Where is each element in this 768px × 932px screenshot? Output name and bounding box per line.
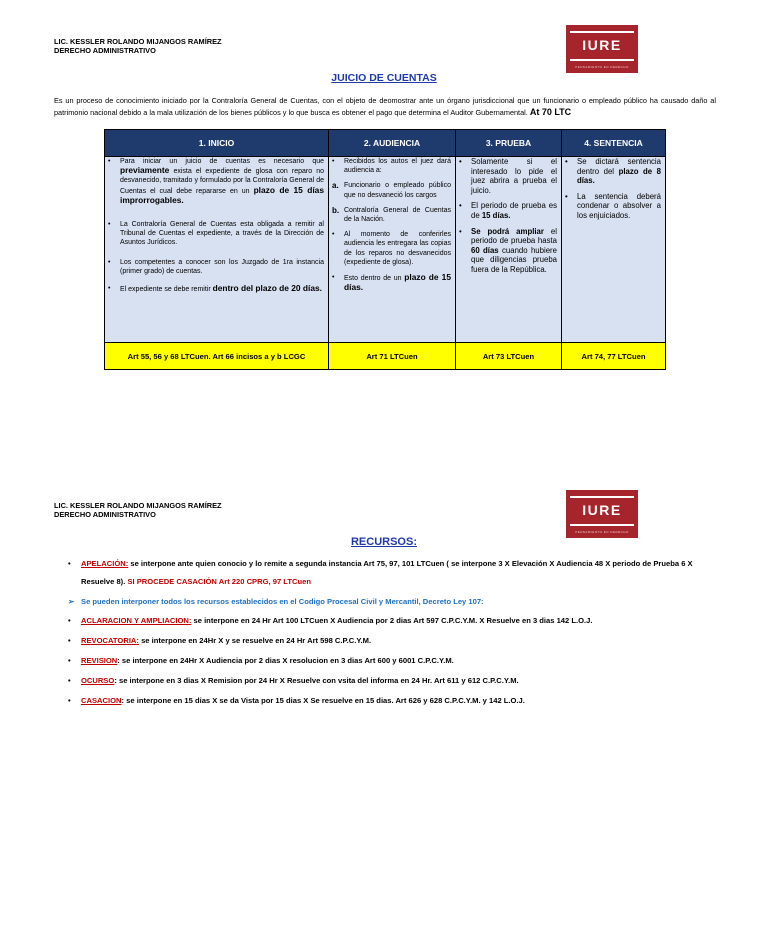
list-item: • Solamente si el interesado lo pide el juez abrira a prueba el juicio. <box>459 157 557 195</box>
note-text: Se pueden interponer todos los recursos establecidos en el Codigo Procesal Civil y Mercantil, Decreto Ley 107: <box>81 597 484 606</box>
stages-table <box>104 129 666 370</box>
logo-text: IURE <box>582 502 622 518</box>
audiencia-b3-plazo: plazo de 15 días. <box>344 272 451 293</box>
recursos-note <box>68 593 728 611</box>
inicio-b1-text2: exista el expediente de glosa con reparo no desvanecido, tramitado y formulado por la Contraloría General de Cuentas el cual debe repararse en un <box>120 168 324 195</box>
list-item: • Se podrá ampliar el periodo de prueba hasta 60 días cuando hubiere que diligencias prueba fuera de la República. <box>459 226 557 274</box>
prueba-b3-dias: 60 días <box>471 245 499 255</box>
casacion-text: : se interpone en 15 dias X se da Vista por 15 dias X Se resuelve en 15 dias. Art 626 y 628 C.P.C.Y.M. y 142 L.O.J. <box>121 696 525 705</box>
footer-inicio: Art 55, 56 y 68 LTCuen. Art 66 incisos a y b LCGC <box>105 343 329 370</box>
sentencia-b1-text: Se dictará sentencia dentro del <box>577 157 661 176</box>
list-item: • El expediente se debe remitir dentro del plazo de 20 días. <box>108 283 322 294</box>
prueba-b1-text: Solamente si el interesado lo pide el juez abrira a prueba el juicio. <box>471 157 557 195</box>
logo-subtext: PENSAMIENTO EN DERECHO <box>575 65 629 69</box>
cell-audiencia <box>329 157 456 343</box>
apelacion-label: APELACIÓN: <box>81 559 129 568</box>
footer-prueba: Art 73 LTCuen <box>456 343 562 370</box>
list-item: • Se dictará sentencia dentro del plazo de 8 días. <box>565 157 661 186</box>
inicio-b1-plazo: plazo de 15 días improrrogables. <box>120 184 324 205</box>
apelacion-text: se interpone ante quien conocio y lo remite a segunda instancia Art 75, 97, 101 LTCuen ( se interpone 3 X Elevación X Audiencia 48 X periodo de Prueba 6 X Resuelve 8). <box>81 559 693 586</box>
inicio-b3-text: Los competentes a conocer son los Juzgado de 1ra instancia (primer grado) de cuentas. <box>120 258 324 275</box>
recurso-ocurso: • OCURSO: se interpone en 3 dias X Remision por 24 Hr X Resuelve con vsita del informa en 24 Hr. Art 611 y 612 C.P.C.Y.M. <box>68 676 519 685</box>
audiencia-b3-text: Esto dentro de un <box>344 275 405 283</box>
cell-inicio <box>105 157 329 343</box>
prueba-b2-text: El periodo de prueba es de <box>471 201 557 220</box>
author-name: LIC. KESSLER ROLANDO MIJANGOS RAMÍREZ <box>54 37 222 46</box>
prueba-b3-emph: Se podrá ampliar <box>471 226 544 236</box>
header-prueba: 3. PRUEBA <box>456 130 562 157</box>
table-body-row <box>105 157 666 343</box>
audiencia-b-label: b. <box>332 205 340 215</box>
list-item <box>329 206 455 224</box>
logo-subtext: PENSAMIENTO EN DERECHO <box>575 530 629 534</box>
footer-sentencia: Art 74, 77 LTCuen <box>562 343 666 370</box>
aclaracion-label: ACLARACION Y AMPLIACION: <box>81 616 192 625</box>
recurso-casacion: • CASACION: se interpone en 15 dias X se da Vista por 15 dias X Se resuelve en 15 dias. Art 626 y 628 C.P.C.Y.M. y 142 L.O.J. <box>68 696 525 705</box>
list-item: • La sentencia deberá condenar o absolver a los enjuiciados. <box>565 191 661 220</box>
aclaracion-text: se interpone en 24 Hr Art 100 LTCuen X Audiencia por 2 dias Art 597 C.P.C.Y.M. X Resuelve en 3 dias 142 L.O.J. <box>191 616 593 625</box>
list-item: • Los competentes a conocer son los Juzgado de 1ra instancia (primer grado) de cuentas. <box>108 258 324 275</box>
revocatoria-text: se interpone en 24Hr X y se resuelve en 24 Hr Art 598 C.P.C.Y.M. <box>138 636 372 645</box>
casacion-label: CASACION <box>81 696 122 705</box>
intro-text: Es un proceso de conocimiento iniciado por la Contraloría General de Cuentas, con el objeto de deomostrar ante un órgano jurisdiccional que un funcionario o empleado público ha causado daño al patrimonio nacional debido a la mala utilización de los bienes públicos y lo que busca es obtener el pago que determina el Auditor Gubernamental. <box>54 96 716 117</box>
list-item: • Para iniciar un juicio de cuentas es necesario que previamente exista el expediente de glosa con reparo no desvanecido, tramitado y formulado por la Contraloría General de Cuentas el cual debe repararse en un plazo de 15 días improrrogables. <box>108 158 324 205</box>
header-sentencia: 4. SENTENCIA <box>562 130 666 157</box>
cell-sentencia <box>562 157 666 343</box>
section-title-juicio: JUICIO DE CUENTAS <box>331 72 437 84</box>
footer-audiencia: Art 71 LTCuen <box>329 343 456 370</box>
intro-paragraph <box>54 96 716 118</box>
audiencia-a-text: Funcionario o empleado público que no desvaneció los cargos <box>344 182 451 199</box>
audiencia-b2-text: Al momento de conferirles audiencia les entregara las copias de los reparos no desvanecidos (expediente de glosa). <box>344 231 451 266</box>
revocatoria-label: REVOCATORIA: <box>81 636 139 645</box>
section-title-recursos: RECURSOS: <box>350 536 417 548</box>
audiencia-b-text: Contraloría General de Cuentas de la Nación. <box>344 206 451 224</box>
iure-logo-2 <box>566 490 638 538</box>
sentencia-b1-plazo: plazo de 8 días. <box>577 166 661 186</box>
course-name: DERECHO ADMINISTRATIVO <box>54 510 156 519</box>
list-item: • Esto dentro de un plazo de 15 días. <box>332 272 451 293</box>
audiencia-b1-text: Recibidos los autos el juez dará audiencia a: <box>344 158 451 175</box>
arrow-icon: ➢ <box>68 597 75 606</box>
prueba-b3-text2: cuando hubiere que diligencias prueba fuera de la República. <box>471 245 557 274</box>
author-block-2 <box>54 501 222 519</box>
revision-label: REVISION <box>81 656 118 665</box>
prueba-b3-text: el periodo de prueba hasta <box>471 226 557 246</box>
ocurso-label: OCURSO <box>81 676 115 685</box>
inicio-b4-plazo: dentro del plazo de 20 días. <box>212 283 322 294</box>
iure-logo <box>566 25 638 73</box>
logo-text: IURE <box>582 37 622 53</box>
apelacion-extra: SI PROCEDE CASACIÓN Art 220 CPRG, 97 LTCuen <box>125 577 311 586</box>
table-header-row <box>105 130 666 157</box>
author-block <box>54 37 222 55</box>
author-name: LIC. KESSLER ROLANDO MIJANGOS RAMÍREZ <box>54 501 222 510</box>
list-item: • La Contraloría General de Cuentas esta obligada a remitir al Tribunal de Cuentas el expediente, a través de la Dirección de Asuntos Jurídicos. <box>108 221 324 247</box>
recurso-revocatoria: • REVOCATORIA: se interpone en 24Hr X y se resuelve en 24 Hr Art 598 C.P.C.Y.M. <box>68 636 372 645</box>
sentencia-b2-text: La sentencia deberá condenar o absolver a los enjuiciados. <box>577 191 661 220</box>
list-item: • Al momento de conferirles audiencia les entregara las copias de los reparos no desvanecidos (expediente de glosa). <box>332 231 451 266</box>
prueba-b2-plazo: 15 días. <box>481 210 511 220</box>
inicio-b4-text: El expediente se debe remitir <box>120 286 213 294</box>
inicio-b1-emph: previamente <box>120 165 170 176</box>
list-item <box>329 181 455 199</box>
table-footer-row <box>105 343 666 370</box>
inicio-b1-text: Para iniciar un juicio de cuentas es necesario que <box>120 158 324 165</box>
header-audiencia: 2. AUDIENCIA <box>329 130 456 157</box>
recurso-aclaracion: • ACLARACION Y AMPLIACION: se interpone en 24 Hr Art 100 LTCuen X Audiencia por 2 dias Art 597 C.P.C.Y.M. X Resuelve en 3 dias 142 L.O.J. <box>68 616 593 625</box>
ocurso-text: : se interpone en 3 dias X Remision por 24 Hr X Resuelve con vsita del informa en 24 Hr. Art 611 y 612 C.P.C.Y.M. <box>114 676 519 685</box>
intro-ref: At 70 LTC <box>529 106 572 117</box>
revision-text: : se interpone en 24Hr X Audiencia por 2 dias X resolucion en 3 dias Art 600 y 6001 C.P.C.Y.M. <box>117 656 454 665</box>
audiencia-a-label: a. <box>332 181 339 191</box>
inicio-b2-text: La Contraloría General de Cuentas esta obligada a remitir al Tribunal de Cuentas el expediente, a través de la Dirección de Asuntos Jurídicos. <box>120 221 324 247</box>
list-item: • Recibidos los autos el juez dará audiencia a: <box>332 158 451 175</box>
list-item: • El periodo de prueba es de 15 días. <box>459 201 557 220</box>
recurso-revision: • REVISION: se interpone en 24Hr X Audiencia por 2 dias X resolucion en 3 dias Art 600 y 6001 C.P.C.Y.M. <box>68 656 454 665</box>
course-name: DERECHO ADMINISTRATIVO <box>54 46 156 55</box>
recurso-apelacion: • APELACIÓN: se interpone ante quien conocio y lo remite a segunda instancia Art 75, 97, 101 LTCuen ( se interpone 3 X Elevación X Audiencia 48 X periodo de Prueba 6 X Resuelve 8). SI PROCEDE CASACIÓN Art 220 CPRG, 97 LTCuen <box>68 559 693 586</box>
cell-prueba <box>456 157 562 343</box>
header-inicio: 1. INICIO <box>105 130 329 157</box>
